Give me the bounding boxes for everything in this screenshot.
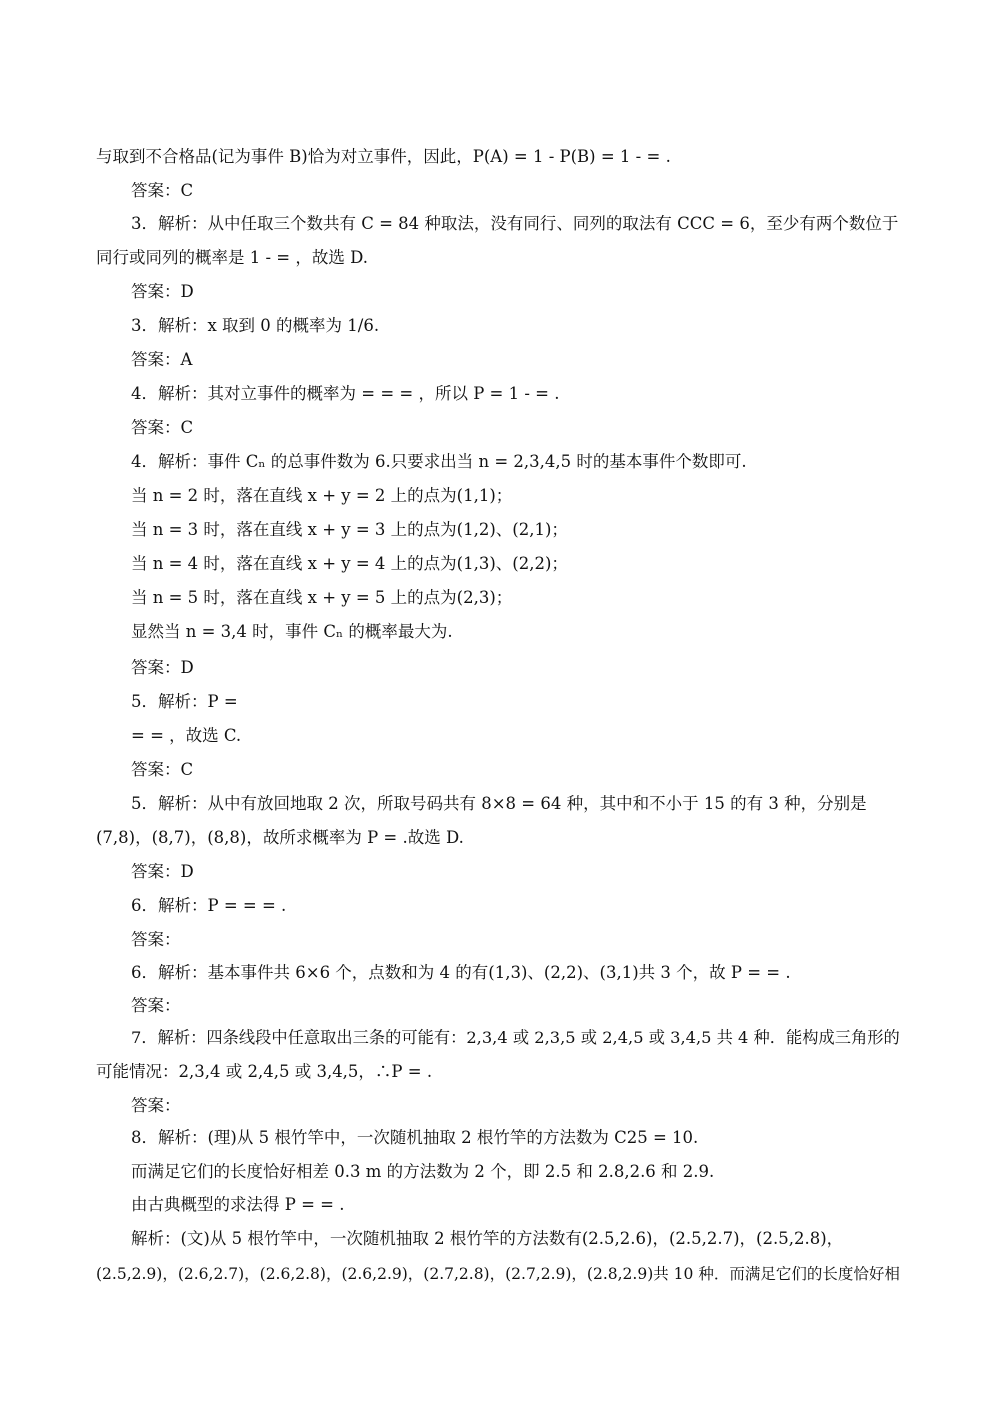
text-line: 当 n = 3 时，落在直线 x + y = 3 上的点为(1,2)、(2,1)； xyxy=(131,520,568,539)
text-line: 显然当 n = 3,4 时，事件 Cₙ 的概率最大为. xyxy=(131,622,453,641)
text-line: 由古典概型的求法得 P = = . xyxy=(131,1195,345,1214)
answer-line: 答案：D xyxy=(131,282,194,301)
answer-line: 答案： xyxy=(131,1096,181,1115)
text-line: 3．解析：x 取到 0 的概率为 1/6. xyxy=(131,316,380,335)
answer-line: 答案：C xyxy=(131,760,194,779)
answer-line: 答案：D xyxy=(131,658,194,677)
text-line: (7,8)，(8,7)，(8,8)，故所求概率为 P = .故选 D. xyxy=(96,828,464,847)
answer-line: 答案：D xyxy=(131,862,194,881)
text-line: = = ，故选 C. xyxy=(131,726,242,745)
answer-line: 答案：C xyxy=(131,418,194,437)
text-line: 6．解析：P = = = . xyxy=(131,896,287,915)
answer-line: 答案： xyxy=(131,930,181,949)
text-line: 当 n = 2 时，落在直线 x + y = 2 上的点为(1,1)； xyxy=(131,486,513,505)
text-line: (2.5,2.9)，(2.6,2.7)，(2.6,2.8)，(2.6,2.9)，(2.7,2.8)，(2.7,2.9)，(2.8,2.9)共 10 种．而满足它们的长度恰好相 xyxy=(96,1265,900,1283)
answer-line: 答案：C xyxy=(131,181,194,200)
text-line: 4．解析：事件 Cₙ 的总事件数为 6.只要求出当 n = 2,3,4,5 时的基本事件个数即可. xyxy=(131,452,747,471)
text-line: 与取到不合格品(记为事件 B)恰为对立事件，因此，P(A) = 1 - P(B) = 1 - = . xyxy=(96,147,671,166)
text-line: 当 n = 5 时，落在直线 x + y = 5 上的点为(2,3)； xyxy=(131,588,513,607)
text-line: 3．解析：从中任取三个数共有 C = 84 种取法，没有同行、同列的取法有 CCC = 6，至少有两个数位于 xyxy=(131,214,899,233)
text-line: 当 n = 4 时，落在直线 x + y = 4 上的点为(1,3)、(2,2)； xyxy=(131,554,568,573)
text-line: 6．解析：基本事件共 6×6 个，点数和为 4 的有(1,3)、(2,2)、(3,1)共 3 个，故 P = = . xyxy=(131,963,791,982)
text-line: 可能情况：2,3,4 或 2,4,5 或 3,4,5，∴P = . xyxy=(96,1062,433,1081)
text-line: 5．解析：P = xyxy=(131,692,238,711)
text-line: 4．解析：其对立事件的概率为 = = = ，所以 P = 1 - = . xyxy=(131,384,560,403)
text-line: 7．解析：四条线段中任意取出三条的可能有：2,3,4 或 2,3,5 或 2,4,5 或 3,4,5 共 4 种．能构成三角形的 xyxy=(131,1028,900,1047)
text-line: 同行或同列的概率是 1 - = ，故选 D. xyxy=(96,248,369,267)
text-line: 5．解析：从中有放回地取 2 次，所取号码共有 8×8 = 64 种，其中和不小于 15 的有 3 种，分别是 xyxy=(131,794,867,813)
answer-line: 答案：A xyxy=(131,350,193,369)
text-line: 解析：(文)从 5 根竹竿中，一次随机抽取 2 根竹竿的方法数有(2.5,2.6)，(2.5,2.7)，(2.5,2.8)， xyxy=(131,1229,844,1248)
answer-line: 答案： xyxy=(131,996,181,1015)
text-line: 8．解析：(理)从 5 根竹竿中，一次随机抽取 2 根竹竿的方法数为 C25 = 10. xyxy=(131,1128,699,1147)
text-line: 而满足它们的长度恰好相差 0.3 m 的方法数为 2 个，即 2.5 和 2.8,2.6 和 2.9. xyxy=(131,1162,715,1181)
